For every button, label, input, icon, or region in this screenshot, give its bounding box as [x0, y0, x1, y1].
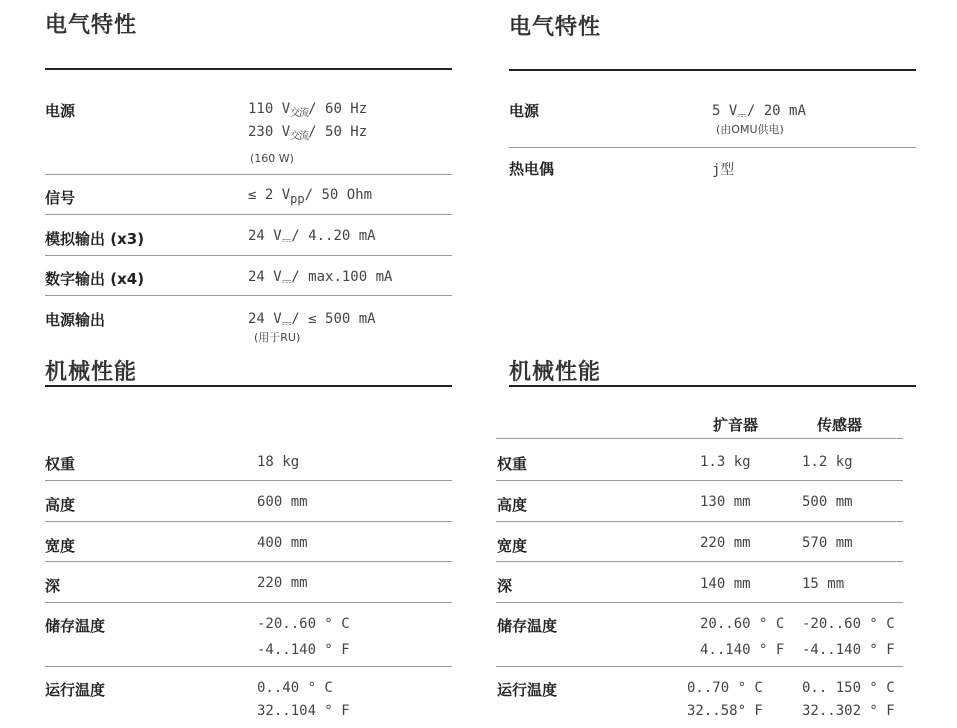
row-label-depth: 深	[45, 577, 61, 595]
row-label-digital-output: 数字输出 (x4)	[45, 270, 145, 288]
divider	[496, 666, 903, 667]
amplifier-weight: 1.3 kg	[700, 454, 751, 470]
row-label-power: 电源	[45, 102, 76, 120]
thermocouple-value: j型	[712, 162, 735, 178]
left-mechanical-title: 机械性能	[45, 360, 138, 385]
left-mechanical-rule	[45, 385, 452, 387]
divider	[45, 561, 452, 562]
row-label-signal: 信号	[45, 189, 76, 207]
row-label-height: 高度	[45, 496, 76, 514]
right-electrical-title: 电气特性	[509, 15, 602, 40]
row-label-power-output: 电源输出	[45, 311, 106, 329]
power-output-value: 24 V⎓/ ≤ 500 mA	[248, 311, 376, 330]
row-label-storage-temp: 储存温度	[45, 617, 106, 635]
power-value-230v: 230 V交流/ 50 Hz	[248, 124, 368, 142]
divider	[496, 438, 903, 439]
column-header-amplifier: 扩音器	[713, 416, 759, 434]
sensor-depth: 15 mm	[802, 576, 845, 592]
height-value: 600 mm	[257, 494, 308, 510]
row-label-weight: 权重	[497, 455, 528, 473]
operating-temp-celsius: 0..40 ° C	[257, 680, 333, 696]
digital-output-value: 24 V⎓/ max.100 mA	[248, 269, 393, 288]
row-label-thermocouple: 热电偶	[509, 160, 555, 178]
amplifier-storage-fahrenheit: 4..140 ° F	[700, 642, 785, 658]
divider	[45, 214, 452, 215]
column-header-sensor: 传感器	[817, 416, 863, 434]
depth-value: 220 mm	[257, 575, 308, 591]
storage-temp-celsius: -20..60 ° C	[257, 616, 350, 632]
row-label-operating-temp: 运行温度	[497, 681, 558, 699]
divider	[496, 521, 903, 522]
signal-value: ≤ 2 Vpp/ 50 Ohm	[248, 187, 373, 206]
divider	[45, 521, 452, 522]
power-value-110v: 110 V交流/ 60 Hz	[248, 101, 368, 119]
sensor-operating-celsius: 0.. 150 ° C	[802, 680, 895, 696]
divider	[496, 480, 903, 481]
amplifier-storage-celsius: 20..60 ° C	[700, 616, 785, 632]
row-label-operating-temp: 运行温度	[45, 681, 106, 699]
amplifier-width: 220 mm	[700, 535, 751, 551]
sensor-storage-fahrenheit: -4..140 ° F	[802, 642, 895, 658]
weight-value: 18 kg	[257, 454, 300, 470]
divider	[509, 147, 916, 148]
sensor-storage-celsius: -20..60 ° C	[802, 616, 895, 632]
row-label-depth: 深	[497, 577, 513, 595]
row-label-width: 宽度	[497, 537, 528, 555]
divider	[496, 602, 903, 603]
dc-symbol-icon: ⎓	[737, 108, 747, 122]
power-wattage-note: (160 W)	[250, 152, 294, 165]
row-label-storage-temp: 储存温度	[497, 617, 558, 635]
amplifier-depth: 140 mm	[700, 576, 751, 592]
divider	[45, 666, 452, 667]
sensor-height: 500 mm	[802, 494, 853, 510]
right-mechanical-rule	[509, 385, 916, 387]
operating-temp-fahrenheit: 32..104 ° F	[257, 703, 350, 719]
amplifier-operating-fahrenheit: 32..58° F	[687, 703, 763, 719]
divider	[45, 255, 452, 256]
sensor-operating-fahrenheit: 32..302 ° F	[802, 703, 895, 719]
row-label-power: 电源	[509, 102, 540, 120]
divider	[45, 480, 452, 481]
amplifier-operating-celsius: 0..70 ° C	[687, 680, 763, 696]
divider	[496, 561, 903, 562]
row-label-analog-output: 模拟输出 (x3)	[45, 230, 145, 248]
dc-symbol-icon: ⎓	[281, 316, 292, 330]
sensor-power-note: (由OMU供电)	[716, 123, 784, 136]
sensor-weight: 1.2 kg	[802, 454, 853, 470]
amplifier-height: 130 mm	[700, 494, 751, 510]
left-electrical-title: 电气特性	[45, 13, 138, 38]
row-label-width: 宽度	[45, 537, 76, 555]
dc-symbol-icon: ⎓	[281, 274, 292, 288]
divider	[45, 174, 452, 175]
right-electrical-rule	[509, 69, 916, 71]
sensor-width: 570 mm	[802, 535, 853, 551]
row-label-weight: 权重	[45, 455, 76, 473]
dc-symbol-icon: ⎓	[281, 233, 292, 247]
row-label-height: 高度	[497, 496, 528, 514]
sensor-power-value: 5 V⎓/ 20 mA	[712, 103, 806, 122]
width-value: 400 mm	[257, 535, 308, 551]
power-output-note: (用于RU)	[254, 331, 301, 344]
right-mechanical-title: 机械性能	[509, 360, 602, 385]
left-electrical-rule	[45, 68, 452, 70]
divider	[45, 295, 452, 296]
analog-output-value: 24 V⎓/ 4..20 mA	[248, 228, 376, 247]
storage-temp-fahrenheit: -4..140 ° F	[257, 642, 350, 658]
divider	[45, 602, 452, 603]
